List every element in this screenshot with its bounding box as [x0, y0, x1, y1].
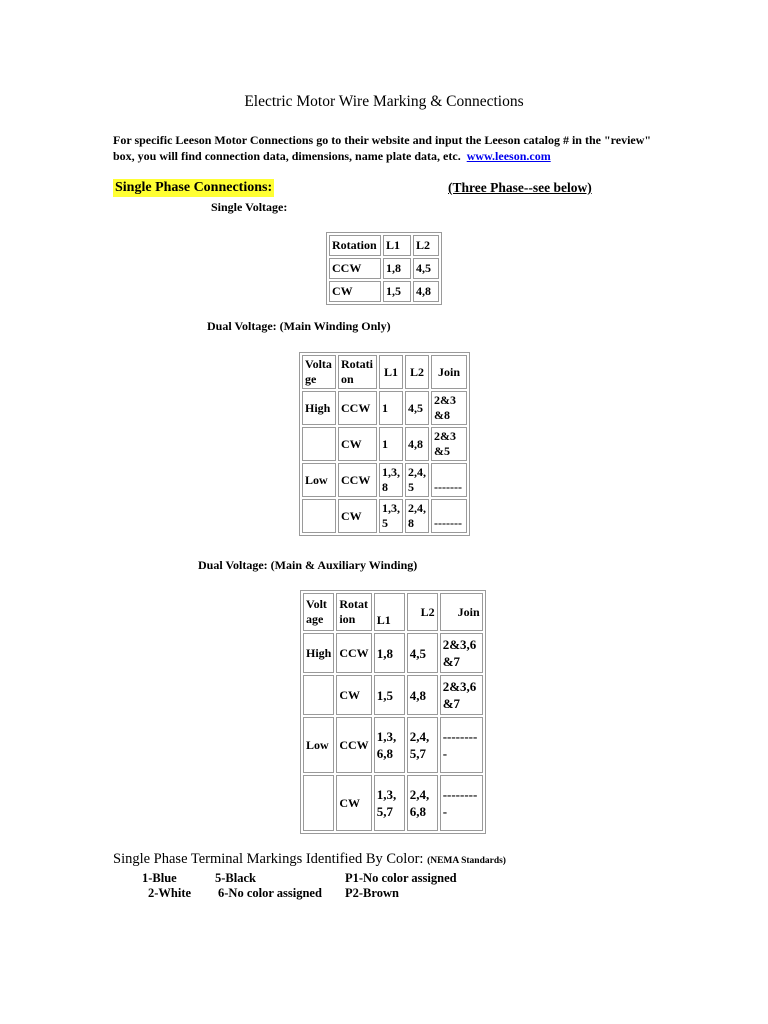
- table-row: [303, 775, 483, 831]
- table-cell: [303, 675, 334, 715]
- color-item: 1-Blue: [142, 871, 177, 885]
- table-row: [302, 499, 467, 533]
- table-row: [303, 633, 483, 673]
- page-title: Electric Motor Wire Marking & Connections: [244, 93, 524, 110]
- table-cell: 1: [379, 391, 403, 425]
- header-cell: Join: [431, 355, 467, 389]
- header-cell: Rotation: [329, 235, 381, 256]
- table-cell: 4,5: [413, 258, 439, 279]
- single-voltage-label: Single Voltage:: [211, 200, 288, 214]
- table-cell: -------: [431, 463, 467, 497]
- table-cell: -------: [431, 499, 467, 533]
- color-item: 6-No color assigned: [218, 886, 322, 900]
- color-item: P2-Brown: [345, 886, 399, 900]
- single-phase-heading: Single Phase Connections:: [115, 180, 273, 195]
- table-cell: CW: [338, 499, 377, 533]
- table-cell: CCW: [338, 391, 377, 425]
- table-cell: 2&3&8: [431, 391, 467, 425]
- table-cell: High: [302, 391, 336, 425]
- table-cell: CW: [329, 281, 381, 302]
- dual-voltage-main-label: Dual Voltage: (Main Winding Only): [207, 319, 391, 333]
- table-header-row: [302, 355, 467, 389]
- header-cell: L2: [407, 593, 438, 631]
- table-cell: CCW: [338, 463, 377, 497]
- table-cell: [303, 775, 334, 831]
- table-cell: CW: [336, 675, 371, 715]
- table-row: [302, 463, 467, 497]
- table-row: [302, 427, 467, 461]
- table-cell: CCW: [329, 258, 381, 279]
- table-cell: 1,3,5,7: [374, 775, 405, 831]
- header-cell: L1: [374, 593, 405, 631]
- table-cell: [302, 427, 336, 461]
- table-cell: [302, 499, 336, 533]
- table-cell: ---------: [440, 775, 483, 831]
- table-header-row: [303, 593, 483, 631]
- header-cell: Rotation: [338, 355, 377, 389]
- header-cell: Join: [440, 593, 483, 631]
- header-cell: L1: [379, 355, 403, 389]
- color-item: 2-White: [148, 886, 192, 900]
- three-phase-note: (Three Phase--see below): [448, 180, 592, 195]
- color-markings-heading: [113, 851, 506, 868]
- table-row: [302, 391, 467, 425]
- table-row: [303, 675, 483, 715]
- dual-voltage-main-table: [299, 352, 470, 536]
- table-cell: 4,8: [407, 675, 438, 715]
- header-cell: L1: [383, 235, 411, 256]
- single-voltage-table: [326, 232, 442, 305]
- intro-text: For specific Leeson Motor Connections go to their website and input the Leeson catalog # in the "review" box, you will find connection data, dimensions, name plate data, etc.: [113, 133, 652, 163]
- table-cell: 1,8: [383, 258, 411, 279]
- table-cell: High: [303, 633, 334, 673]
- table-cell: 1,5: [383, 281, 411, 302]
- nema-standards-note: (NEMA Standards): [427, 856, 506, 866]
- table-cell: 4,5: [405, 391, 429, 425]
- table-cell: 2,4,5: [405, 463, 429, 497]
- table-cell: 1,3,6,8: [374, 717, 405, 773]
- table-cell: 2,4,5,7: [407, 717, 438, 773]
- color-item: P1-No color assigned: [345, 871, 457, 885]
- intro-paragraph: [113, 132, 673, 164]
- table-header-row: [329, 235, 439, 256]
- table-cell: 4,8: [413, 281, 439, 302]
- dual-voltage-aux-table: [300, 590, 486, 834]
- table-cell: 4,5: [407, 633, 438, 673]
- table-cell: CW: [336, 775, 371, 831]
- table-row: [329, 281, 439, 302]
- table-cell: CW: [338, 427, 377, 461]
- color-heading-text: Single Phase Terminal Markings Identified By Color:: [113, 851, 424, 867]
- leeson-link[interactable]: www.leeson.com: [466, 149, 551, 163]
- table-row: [303, 717, 483, 773]
- header-cell: Rotation: [336, 593, 371, 631]
- color-item: 5-Black: [215, 871, 256, 885]
- table-cell: 2&3,6&7: [440, 675, 483, 715]
- table-cell: CCW: [336, 717, 371, 773]
- table-cell: CCW: [336, 633, 371, 673]
- table-cell: 1: [379, 427, 403, 461]
- table-cell: 1,5: [374, 675, 405, 715]
- table-cell: 2,4,8: [405, 499, 429, 533]
- table-cell: 1,3,5: [379, 499, 403, 533]
- dual-voltage-aux-label: Dual Voltage: (Main & Auxiliary Winding): [198, 558, 418, 572]
- table-cell: 2&3&5: [431, 427, 467, 461]
- header-cell: L2: [413, 235, 439, 256]
- header-cell: L2: [405, 355, 429, 389]
- table-cell: Low: [303, 717, 334, 773]
- table-cell: 1,3,8: [379, 463, 403, 497]
- header-cell: Voltage: [302, 355, 336, 389]
- table-cell: Low: [302, 463, 336, 497]
- header-cell: Voltage: [303, 593, 334, 631]
- table-cell: 1,8: [374, 633, 405, 673]
- table-cell: 2,4,6,8: [407, 775, 438, 831]
- table-cell: ---------: [440, 717, 483, 773]
- table-cell: 2&3,6&7: [440, 633, 483, 673]
- table-row: [329, 258, 439, 279]
- table-cell: 4,8: [405, 427, 429, 461]
